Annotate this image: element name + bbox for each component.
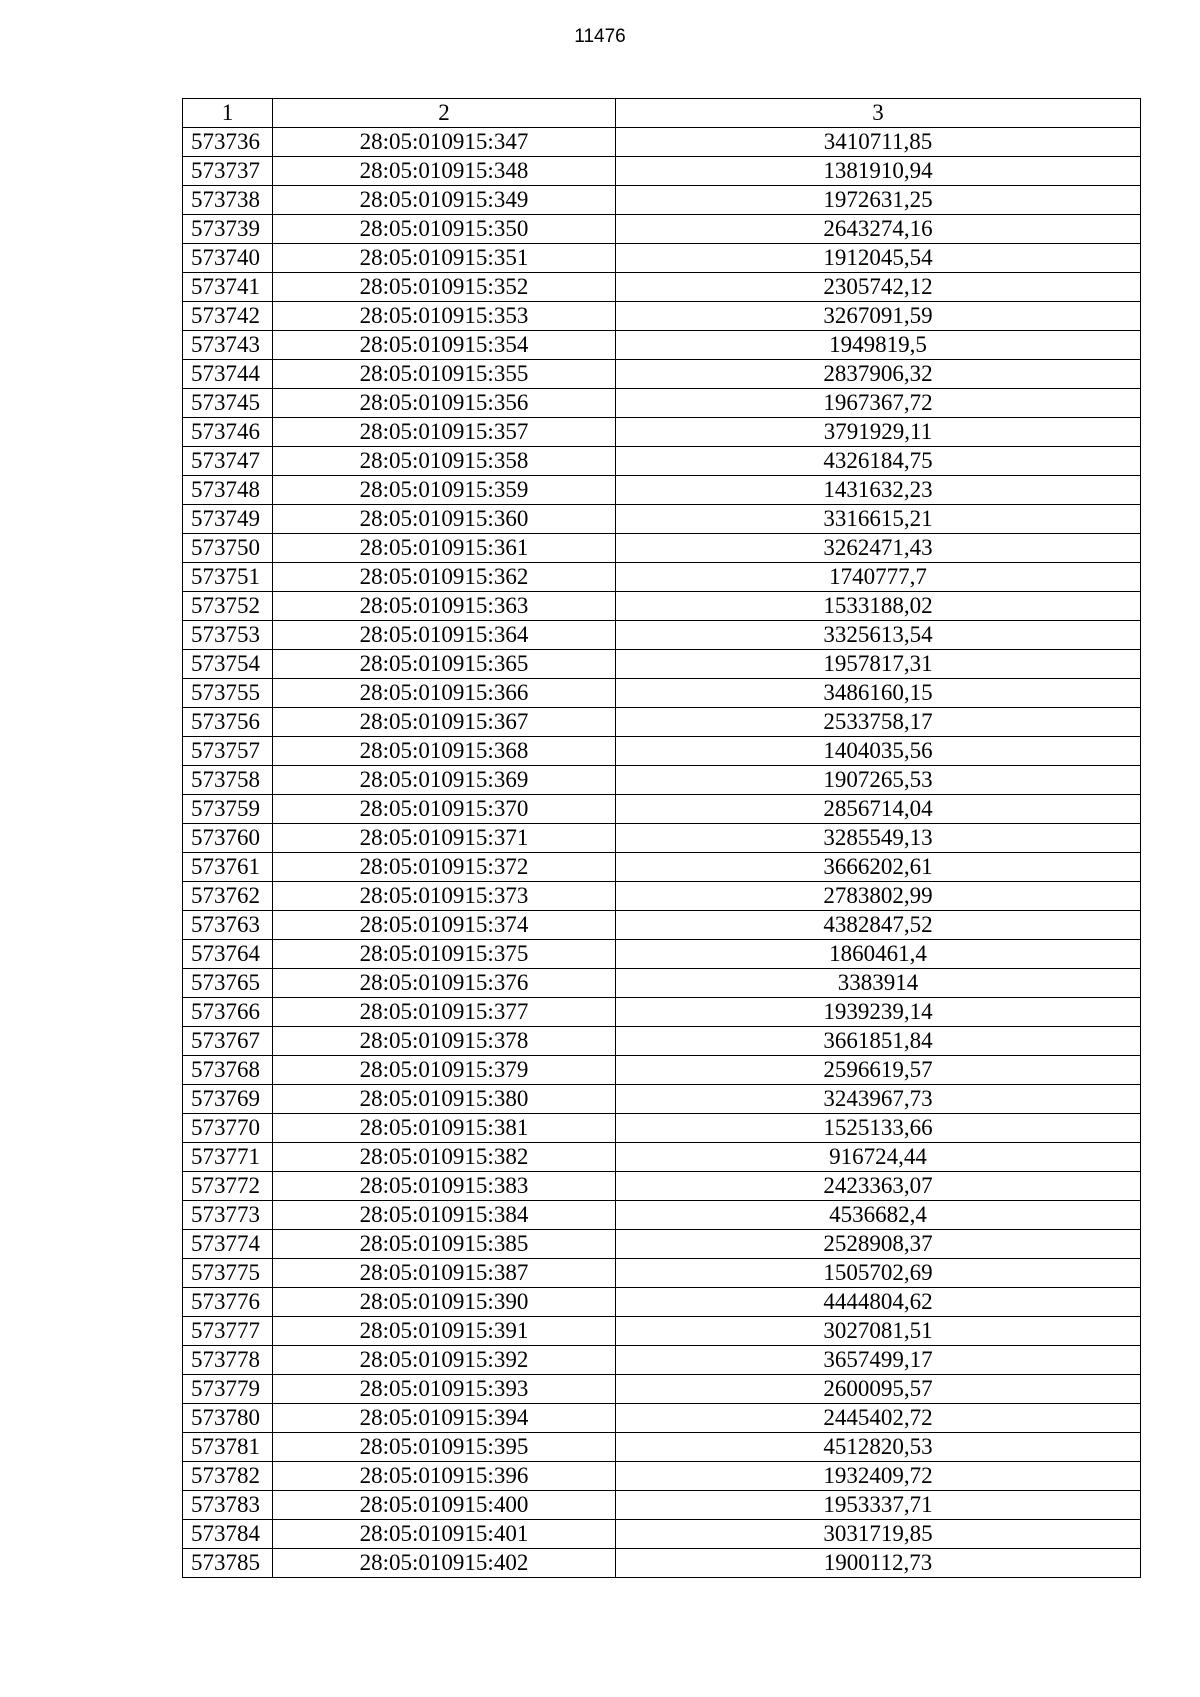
value-cell: 2837906,32 [616, 360, 1141, 389]
cadastral-number-cell: 28:05:010915:401 [273, 1520, 616, 1549]
cadastral-number-cell: 28:05:010915:400 [273, 1491, 616, 1520]
value-cell: 1967367,72 [616, 389, 1141, 418]
row-number-cell: 573780 [183, 1404, 273, 1433]
cadastral-number-cell: 28:05:010915:350 [273, 215, 616, 244]
row-number-cell: 573750 [183, 534, 273, 563]
table-row [183, 1549, 1141, 1578]
value-cell: 3325613,54 [616, 621, 1141, 650]
value-cell: 3383914 [616, 969, 1141, 998]
value-cell: 2600095,57 [616, 1375, 1141, 1404]
table-row [183, 1462, 1141, 1491]
row-number-cell: 573751 [183, 563, 273, 592]
row-number-cell: 573743 [183, 331, 273, 360]
page-number: 11476 [574, 26, 626, 47]
row-number-cell: 573748 [183, 476, 273, 505]
row-number-cell: 573740 [183, 244, 273, 273]
table-row [183, 1143, 1141, 1172]
table-row [183, 1027, 1141, 1056]
cadastral-number-cell: 28:05:010915:376 [273, 969, 616, 998]
row-number-cell: 573757 [183, 737, 273, 766]
row-number-cell: 573758 [183, 766, 273, 795]
value-cell: 1949819,5 [616, 331, 1141, 360]
value-cell: 4444804,62 [616, 1288, 1141, 1317]
cadastral-number-cell: 28:05:010915:353 [273, 302, 616, 331]
value-cell: 3410711,85 [616, 128, 1141, 157]
table-row [183, 418, 1141, 447]
cadastral-number-cell: 28:05:010915:349 [273, 186, 616, 215]
table-row [183, 998, 1141, 1027]
row-number-cell: 573774 [183, 1230, 273, 1259]
cadastral-number-cell: 28:05:010915:384 [273, 1201, 616, 1230]
cadastral-number-cell: 28:05:010915:362 [273, 563, 616, 592]
value-cell: 3031719,85 [616, 1520, 1141, 1549]
cadastral-number-cell: 28:05:010915:380 [273, 1085, 616, 1114]
value-cell: 1860461,4 [616, 940, 1141, 969]
cadastral-number-cell: 28:05:010915:377 [273, 998, 616, 1027]
table-row [183, 824, 1141, 853]
cadastral-number-cell: 28:05:010915:391 [273, 1317, 616, 1346]
table-row [183, 273, 1141, 302]
cadastral-number-cell: 28:05:010915:366 [273, 679, 616, 708]
cadastral-number-cell: 28:05:010915:385 [273, 1230, 616, 1259]
row-number-cell: 573756 [183, 708, 273, 737]
row-number-cell: 573785 [183, 1549, 273, 1578]
table-row [183, 1085, 1141, 1114]
cadastral-number-cell: 28:05:010915:374 [273, 911, 616, 940]
header-row [183, 99, 1141, 128]
table-row [183, 1346, 1141, 1375]
table-row [183, 1172, 1141, 1201]
value-cell: 1972631,25 [616, 186, 1141, 215]
value-cell: 2423363,07 [616, 1172, 1141, 1201]
table-row [183, 331, 1141, 360]
row-number-cell: 573771 [183, 1143, 273, 1172]
column-header-3: 3 [616, 99, 1141, 128]
row-number-cell: 573779 [183, 1375, 273, 1404]
row-number-cell: 573772 [183, 1172, 273, 1201]
cadastral-number-cell: 28:05:010915:358 [273, 447, 616, 476]
table-row [183, 447, 1141, 476]
cadastral-number-cell: 28:05:010915:364 [273, 621, 616, 650]
table-row [183, 534, 1141, 563]
table-row [183, 1056, 1141, 1085]
table-row [183, 650, 1141, 679]
cadastral-number-cell: 28:05:010915:359 [273, 476, 616, 505]
row-number-cell: 573763 [183, 911, 273, 940]
cadastral-number-cell: 28:05:010915:393 [273, 1375, 616, 1404]
value-cell: 1525133,66 [616, 1114, 1141, 1143]
table-row [183, 563, 1141, 592]
table-row [183, 940, 1141, 969]
value-cell: 1431632,23 [616, 476, 1141, 505]
row-number-cell: 573747 [183, 447, 273, 476]
table-row [183, 505, 1141, 534]
row-number-cell: 573761 [183, 853, 273, 882]
cadastral-number-cell: 28:05:010915:402 [273, 1549, 616, 1578]
value-cell: 916724,44 [616, 1143, 1141, 1172]
cadastral-number-cell: 28:05:010915:348 [273, 157, 616, 186]
row-number-cell: 573760 [183, 824, 273, 853]
cadastral-number-cell: 28:05:010915:387 [273, 1259, 616, 1288]
row-number-cell: 573782 [183, 1462, 273, 1491]
cadastral-number-cell: 28:05:010915:375 [273, 940, 616, 969]
table-row [183, 737, 1141, 766]
cadastral-number-cell: 28:05:010915:351 [273, 244, 616, 273]
row-number-cell: 573741 [183, 273, 273, 302]
table-row [183, 1317, 1141, 1346]
cadastral-number-cell: 28:05:010915:392 [273, 1346, 616, 1375]
value-cell: 3027081,51 [616, 1317, 1141, 1346]
table-row [183, 360, 1141, 389]
data-table [182, 98, 1141, 1578]
value-cell: 1939239,14 [616, 998, 1141, 1027]
table-row [183, 157, 1141, 186]
row-number-cell: 573767 [183, 1027, 273, 1056]
table-row [183, 1520, 1141, 1549]
table-body [183, 128, 1141, 1578]
value-cell: 3661851,84 [616, 1027, 1141, 1056]
table-row [183, 1114, 1141, 1143]
cadastral-number-cell: 28:05:010915:373 [273, 882, 616, 911]
table-row [183, 853, 1141, 882]
table-row [183, 1230, 1141, 1259]
table-row [183, 1491, 1141, 1520]
value-cell: 4326184,75 [616, 447, 1141, 476]
row-number-cell: 573738 [183, 186, 273, 215]
row-number-cell: 573775 [183, 1259, 273, 1288]
table-row [183, 592, 1141, 621]
cadastral-number-cell: 28:05:010915:361 [273, 534, 616, 563]
cadastral-number-cell: 28:05:010915:396 [273, 1462, 616, 1491]
row-number-cell: 573773 [183, 1201, 273, 1230]
row-number-cell: 573742 [183, 302, 273, 331]
table-row [183, 621, 1141, 650]
table-row [183, 1404, 1141, 1433]
cadastral-number-cell: 28:05:010915:394 [273, 1404, 616, 1433]
value-cell: 2305742,12 [616, 273, 1141, 302]
cadastral-number-cell: 28:05:010915:395 [273, 1433, 616, 1462]
table-row [183, 795, 1141, 824]
value-cell: 1957817,31 [616, 650, 1141, 679]
value-cell: 3285549,13 [616, 824, 1141, 853]
value-cell: 2596619,57 [616, 1056, 1141, 1085]
cadastral-number-cell: 28:05:010915:347 [273, 128, 616, 157]
table-row [183, 882, 1141, 911]
cadastral-number-cell: 28:05:010915:367 [273, 708, 616, 737]
table-row [183, 1201, 1141, 1230]
cadastral-number-cell: 28:05:010915:368 [273, 737, 616, 766]
row-number-cell: 573746 [183, 418, 273, 447]
value-cell: 3267091,59 [616, 302, 1141, 331]
row-number-cell: 573752 [183, 592, 273, 621]
row-number-cell: 573770 [183, 1114, 273, 1143]
value-cell: 1381910,94 [616, 157, 1141, 186]
value-cell: 1912045,54 [616, 244, 1141, 273]
row-number-cell: 573784 [183, 1520, 273, 1549]
column-header-2: 2 [273, 99, 616, 128]
row-number-cell: 573783 [183, 1491, 273, 1520]
value-cell: 4512820,53 [616, 1433, 1141, 1462]
value-cell: 1740777,7 [616, 563, 1141, 592]
row-number-cell: 573753 [183, 621, 273, 650]
table-row [183, 969, 1141, 998]
table-row [183, 128, 1141, 157]
row-number-cell: 573744 [183, 360, 273, 389]
value-cell: 1953337,71 [616, 1491, 1141, 1520]
cadastral-number-cell: 28:05:010915:371 [273, 824, 616, 853]
cadastral-number-cell: 28:05:010915:357 [273, 418, 616, 447]
row-number-cell: 573781 [183, 1433, 273, 1462]
table-row [183, 1259, 1141, 1288]
column-header-1: 1 [183, 99, 273, 128]
row-number-cell: 573737 [183, 157, 273, 186]
row-number-cell: 573762 [183, 882, 273, 911]
value-cell: 1900112,73 [616, 1549, 1141, 1578]
cadastral-number-cell: 28:05:010915:356 [273, 389, 616, 418]
value-cell: 1404035,56 [616, 737, 1141, 766]
value-cell: 2445402,72 [616, 1404, 1141, 1433]
cadastral-number-cell: 28:05:010915:365 [273, 650, 616, 679]
cadastral-number-cell: 28:05:010915:378 [273, 1027, 616, 1056]
row-number-cell: 573768 [183, 1056, 273, 1085]
cadastral-number-cell: 28:05:010915:372 [273, 853, 616, 882]
value-cell: 2528908,37 [616, 1230, 1141, 1259]
value-cell: 1932409,72 [616, 1462, 1141, 1491]
table-row [183, 1433, 1141, 1462]
value-cell: 3243967,73 [616, 1085, 1141, 1114]
row-number-cell: 573776 [183, 1288, 273, 1317]
value-cell: 1907265,53 [616, 766, 1141, 795]
value-cell: 2533758,17 [616, 708, 1141, 737]
cadastral-number-cell: 28:05:010915:383 [273, 1172, 616, 1201]
value-cell: 2783802,99 [616, 882, 1141, 911]
row-number-cell: 573759 [183, 795, 273, 824]
value-cell: 3791929,11 [616, 418, 1141, 447]
table-row [183, 766, 1141, 795]
value-cell: 2856714,04 [616, 795, 1141, 824]
value-cell: 3262471,43 [616, 534, 1141, 563]
table-row [183, 186, 1141, 215]
table-row [183, 302, 1141, 331]
row-number-cell: 573739 [183, 215, 273, 244]
value-cell: 1533188,02 [616, 592, 1141, 621]
row-number-cell: 573777 [183, 1317, 273, 1346]
row-number-cell: 573778 [183, 1346, 273, 1375]
value-cell: 3316615,21 [616, 505, 1141, 534]
cadastral-number-cell: 28:05:010915:390 [273, 1288, 616, 1317]
row-number-cell: 573736 [183, 128, 273, 157]
table-row [183, 679, 1141, 708]
cadastral-number-cell: 28:05:010915:381 [273, 1114, 616, 1143]
cadastral-number-cell: 28:05:010915:382 [273, 1143, 616, 1172]
value-cell: 2643274,16 [616, 215, 1141, 244]
table-row [183, 911, 1141, 940]
row-number-cell: 573765 [183, 969, 273, 998]
value-cell: 3657499,17 [616, 1346, 1141, 1375]
value-cell: 3666202,61 [616, 853, 1141, 882]
table-row [183, 708, 1141, 737]
table-row [183, 389, 1141, 418]
table-row [183, 1288, 1141, 1317]
cadastral-number-cell: 28:05:010915:354 [273, 331, 616, 360]
cadastral-number-cell: 28:05:010915:379 [273, 1056, 616, 1085]
cadastral-number-cell: 28:05:010915:352 [273, 273, 616, 302]
value-cell: 3486160,15 [616, 679, 1141, 708]
value-cell: 1505702,69 [616, 1259, 1141, 1288]
table-row [183, 476, 1141, 505]
row-number-cell: 573764 [183, 940, 273, 969]
cadastral-number-cell: 28:05:010915:370 [273, 795, 616, 824]
row-number-cell: 573755 [183, 679, 273, 708]
row-number-cell: 573749 [183, 505, 273, 534]
value-cell: 4382847,52 [616, 911, 1141, 940]
table-row [183, 1375, 1141, 1404]
row-number-cell: 573766 [183, 998, 273, 1027]
cadastral-number-cell: 28:05:010915:369 [273, 766, 616, 795]
row-number-cell: 573745 [183, 389, 273, 418]
cadastral-number-cell: 28:05:010915:355 [273, 360, 616, 389]
table-row [183, 215, 1141, 244]
row-number-cell: 573769 [183, 1085, 273, 1114]
cadastral-number-cell: 28:05:010915:360 [273, 505, 616, 534]
table-row [183, 244, 1141, 273]
value-cell: 4536682,4 [616, 1201, 1141, 1230]
cadastral-number-cell: 28:05:010915:363 [273, 592, 616, 621]
row-number-cell: 573754 [183, 650, 273, 679]
